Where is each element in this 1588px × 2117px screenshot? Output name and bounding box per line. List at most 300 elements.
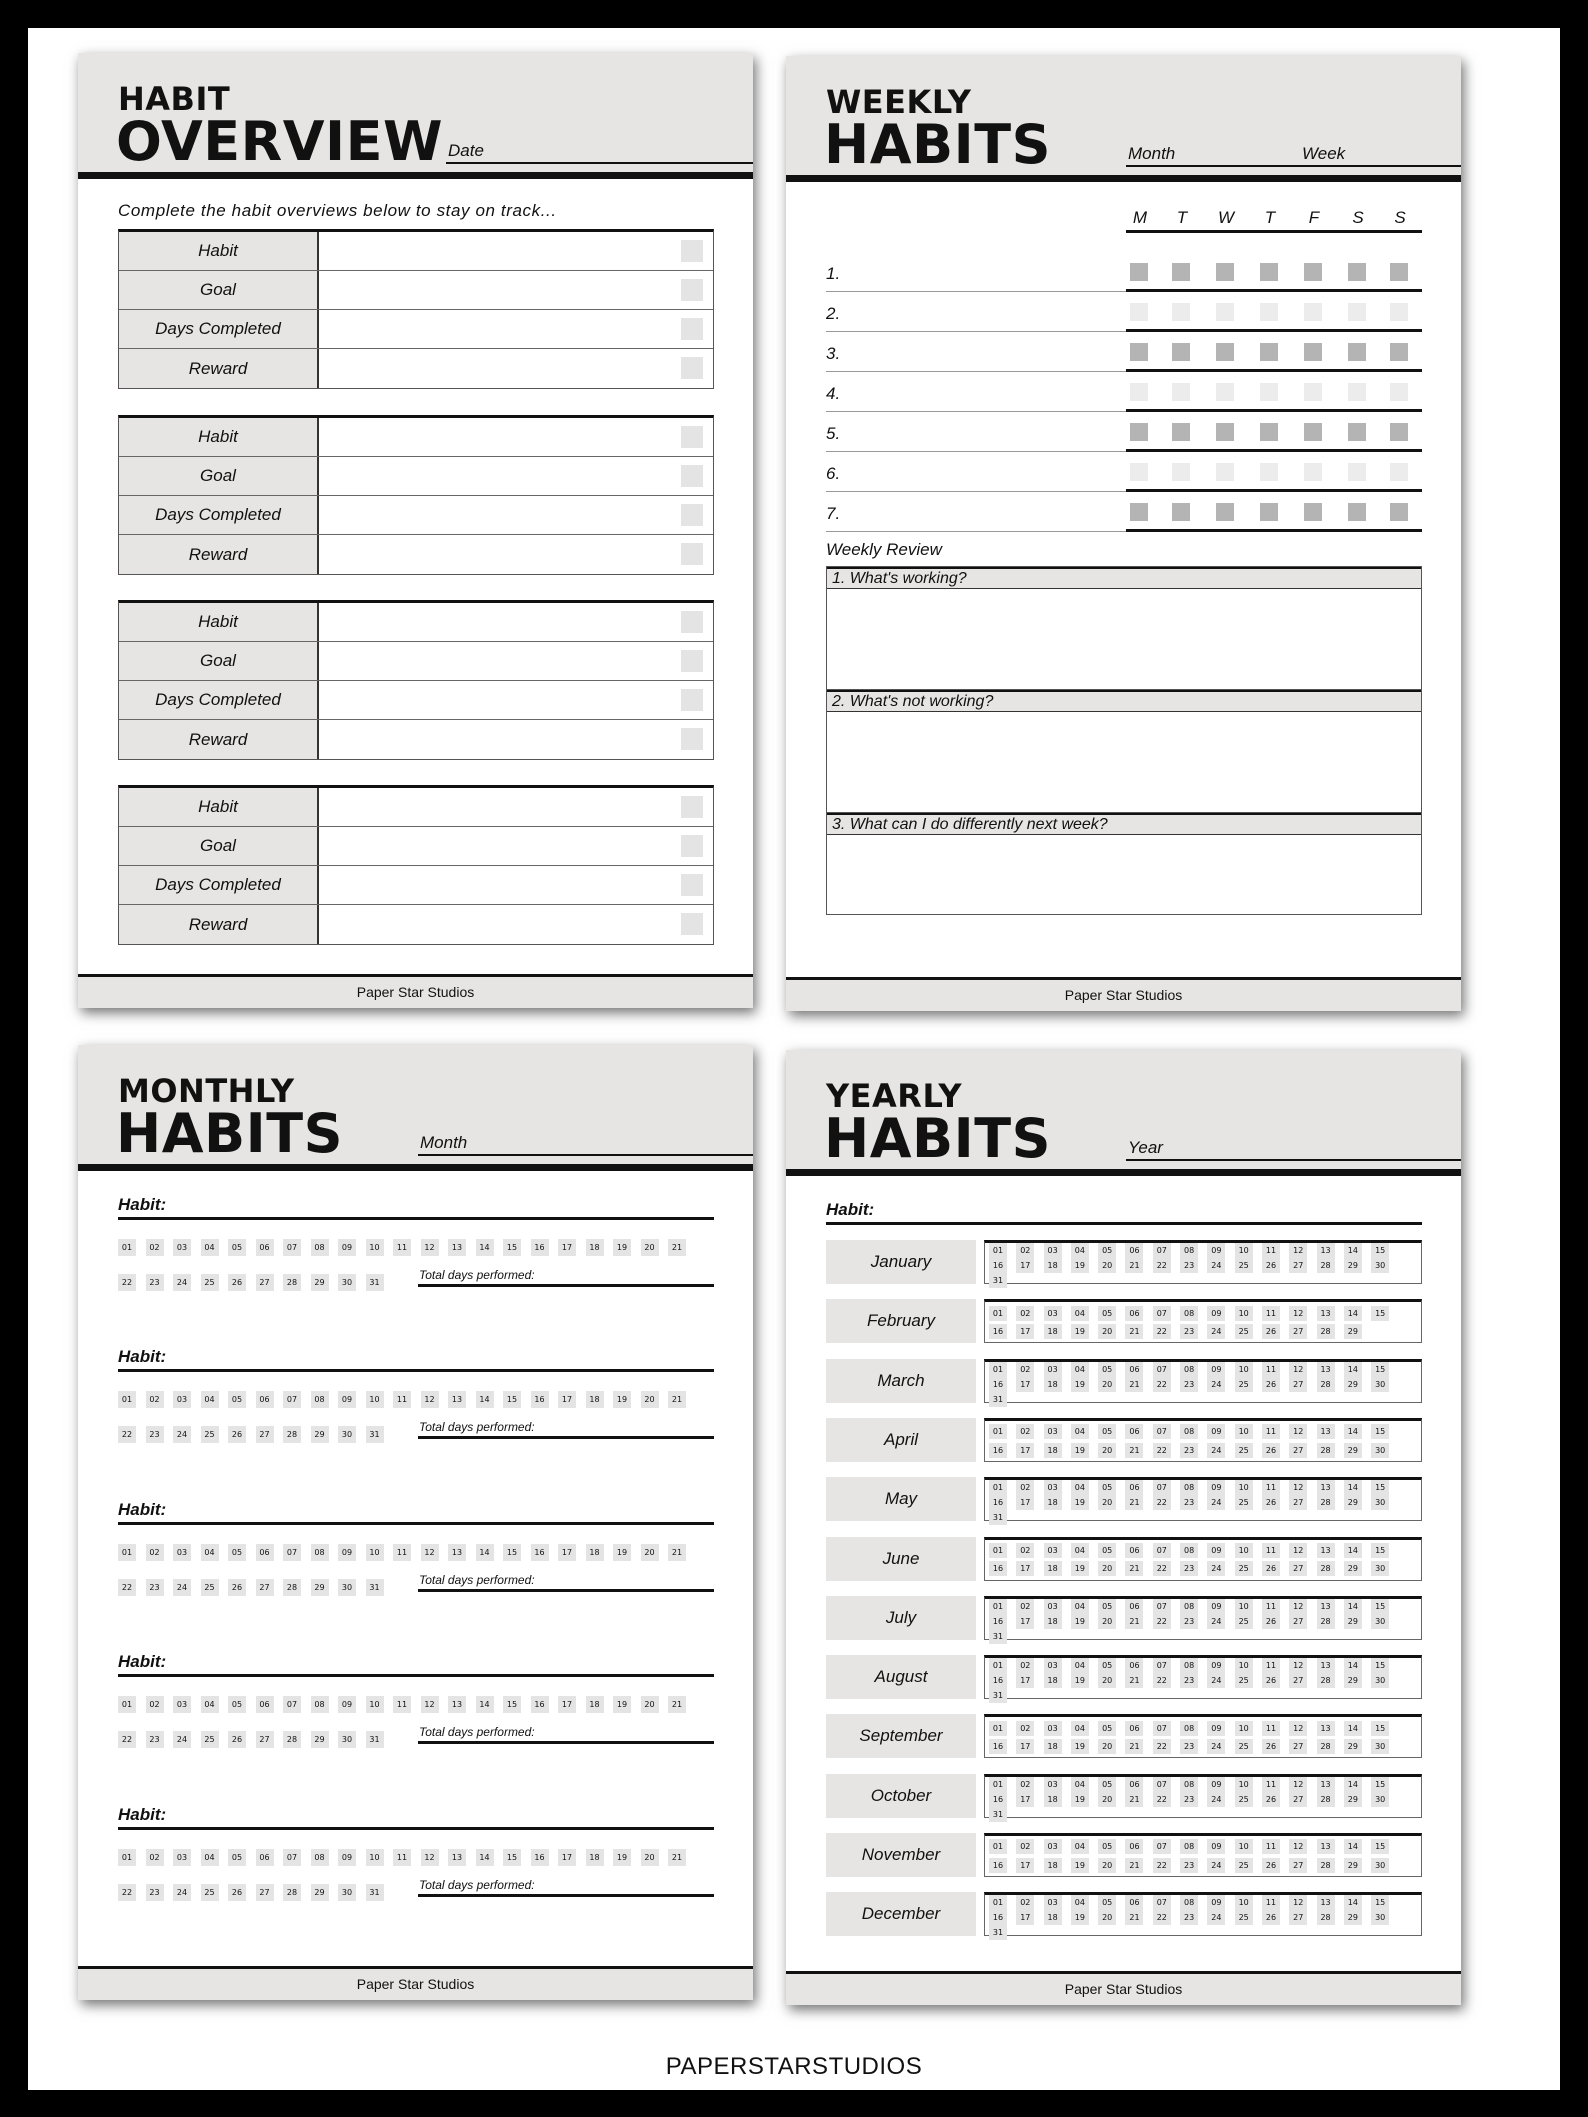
day-checkbox[interactable] (1216, 343, 1234, 361)
day-box[interactable]: 12 (1289, 1721, 1307, 1736)
day-checkbox[interactable] (1348, 343, 1366, 361)
day-checkbox[interactable] (1260, 303, 1278, 321)
day-checkbox[interactable] (1130, 383, 1148, 401)
day-box[interactable]: 15 (1371, 1599, 1389, 1614)
day-box[interactable]: 09 (1207, 1480, 1225, 1495)
day-box[interactable]: 09 (338, 1391, 356, 1408)
day-box[interactable]: 16 (531, 1391, 549, 1408)
day-checkbox[interactable] (1390, 463, 1408, 481)
day-box[interactable]: 13 (1317, 1243, 1335, 1258)
day-box[interactable]: 25 (201, 1426, 219, 1443)
day-box[interactable]: 07 (1153, 1777, 1171, 1792)
overview-row-input[interactable] (319, 535, 713, 574)
day-box[interactable]: 13 (448, 1696, 466, 1713)
day-box[interactable]: 08 (1180, 1777, 1198, 1792)
day-box[interactable]: 02 (1016, 1895, 1034, 1910)
day-box[interactable]: 02 (1016, 1839, 1034, 1854)
day-box[interactable]: 31 (989, 1510, 1007, 1525)
day-box[interactable]: 23 (1180, 1561, 1198, 1576)
habit-line[interactable] (118, 1827, 714, 1830)
day-box[interactable]: 27 (256, 1731, 274, 1748)
day-box[interactable]: 02 (1016, 1721, 1034, 1736)
day-checkbox[interactable] (1304, 503, 1322, 521)
day-box[interactable]: 17 (1016, 1561, 1034, 1576)
day-box[interactable]: 20 (1098, 1792, 1116, 1807)
day-box[interactable]: 11 (1262, 1599, 1280, 1614)
day-box[interactable]: 14 (476, 1239, 494, 1256)
day-box[interactable]: 31 (366, 1884, 384, 1901)
day-box[interactable]: 12 (1289, 1480, 1307, 1495)
day-box[interactable]: 30 (1371, 1792, 1389, 1807)
day-box[interactable]: 18 (586, 1696, 604, 1713)
day-box[interactable]: 29 (1344, 1495, 1362, 1510)
day-box[interactable]: 16 (989, 1858, 1007, 1873)
day-box[interactable]: 06 (256, 1544, 274, 1561)
day-box[interactable]: 23 (146, 1426, 164, 1443)
day-box[interactable]: 10 (1235, 1424, 1253, 1439)
day-box[interactable]: 03 (1044, 1543, 1062, 1558)
day-box[interactable]: 29 (1344, 1673, 1362, 1688)
day-box[interactable]: 18 (1044, 1792, 1062, 1807)
day-box[interactable]: 26 (1262, 1910, 1280, 1925)
day-box[interactable]: 09 (1207, 1243, 1225, 1258)
day-box[interactable]: 18 (1044, 1258, 1062, 1273)
day-box[interactable]: 01 (989, 1543, 1007, 1558)
day-box[interactable]: 17 (1016, 1443, 1034, 1458)
day-box[interactable]: 16 (989, 1910, 1007, 1925)
day-box[interactable]: 27 (1289, 1858, 1307, 1873)
day-box[interactable]: 17 (558, 1849, 576, 1866)
day-box[interactable]: 31 (366, 1274, 384, 1291)
day-box[interactable]: 15 (1371, 1362, 1389, 1377)
day-box[interactable]: 18 (586, 1849, 604, 1866)
day-box[interactable]: 03 (1044, 1243, 1062, 1258)
day-box[interactable]: 12 (1289, 1362, 1307, 1377)
day-box[interactable]: 14 (1344, 1839, 1362, 1854)
day-box[interactable]: 26 (228, 1579, 246, 1596)
day-box[interactable]: 03 (173, 1239, 191, 1256)
day-box[interactable]: 02 (1016, 1480, 1034, 1495)
day-box[interactable]: 25 (1235, 1614, 1253, 1629)
day-box[interactable]: 27 (1289, 1792, 1307, 1807)
day-box[interactable]: 29 (1344, 1561, 1362, 1576)
day-box[interactable]: 13 (1317, 1480, 1335, 1495)
day-box[interactable]: 11 (393, 1544, 411, 1561)
day-box[interactable]: 27 (256, 1426, 274, 1443)
day-box[interactable]: 11 (1262, 1243, 1280, 1258)
overview-checkbox[interactable] (681, 357, 703, 379)
day-box[interactable]: 23 (1180, 1614, 1198, 1629)
day-box[interactable]: 30 (338, 1426, 356, 1443)
day-box[interactable]: 23 (1180, 1495, 1198, 1510)
day-box[interactable]: 12 (1289, 1777, 1307, 1792)
day-box[interactable]: 20 (1098, 1673, 1116, 1688)
day-box[interactable]: 27 (1289, 1561, 1307, 1576)
day-box[interactable]: 19 (613, 1239, 631, 1256)
day-box[interactable]: 13 (1317, 1839, 1335, 1854)
overview-checkbox[interactable] (681, 543, 703, 565)
day-box[interactable]: 19 (613, 1544, 631, 1561)
day-box[interactable]: 05 (1098, 1306, 1116, 1321)
day-box[interactable]: 13 (1317, 1543, 1335, 1558)
habit-line[interactable] (118, 1369, 714, 1372)
day-box[interactable]: 08 (1180, 1480, 1198, 1495)
day-box[interactable]: 04 (1071, 1895, 1089, 1910)
day-box[interactable]: 05 (1098, 1721, 1116, 1736)
day-box[interactable]: 31 (989, 1925, 1007, 1940)
day-box[interactable]: 19 (1071, 1614, 1089, 1629)
day-box[interactable]: 26 (1262, 1495, 1280, 1510)
day-box[interactable]: 24 (1207, 1673, 1225, 1688)
day-box[interactable]: 22 (1153, 1561, 1171, 1576)
day-box[interactable]: 13 (448, 1239, 466, 1256)
day-box[interactable]: 17 (1016, 1739, 1034, 1754)
day-box[interactable]: 15 (1371, 1543, 1389, 1558)
day-box[interactable]: 09 (1207, 1895, 1225, 1910)
day-box[interactable]: 24 (1207, 1739, 1225, 1754)
day-box[interactable]: 21 (1125, 1324, 1143, 1339)
day-box[interactable]: 01 (989, 1243, 1007, 1258)
day-box[interactable]: 01 (989, 1839, 1007, 1854)
day-box[interactable]: 01 (118, 1391, 136, 1408)
day-checkbox[interactable] (1390, 343, 1408, 361)
day-box[interactable]: 19 (1071, 1792, 1089, 1807)
day-box[interactable]: 19 (1071, 1858, 1089, 1873)
day-box[interactable]: 15 (503, 1544, 521, 1561)
overview-row-input[interactable] (319, 720, 713, 759)
day-box[interactable]: 01 (989, 1777, 1007, 1792)
day-box[interactable]: 12 (421, 1544, 439, 1561)
day-box[interactable]: 10 (1235, 1721, 1253, 1736)
day-box[interactable]: 03 (1044, 1839, 1062, 1854)
habit-name-line[interactable] (826, 531, 1126, 532)
day-box[interactable]: 21 (1125, 1561, 1143, 1576)
day-box[interactable]: 22 (1153, 1858, 1171, 1873)
day-box[interactable]: 15 (1371, 1721, 1389, 1736)
day-box[interactable]: 30 (1371, 1495, 1389, 1510)
day-box[interactable]: 11 (1262, 1362, 1280, 1377)
day-box[interactable]: 02 (1016, 1362, 1034, 1377)
overview-row-input[interactable] (319, 642, 713, 680)
day-box[interactable]: 19 (1071, 1443, 1089, 1458)
day-box[interactable]: 09 (1207, 1658, 1225, 1673)
day-box[interactable]: 14 (476, 1696, 494, 1713)
day-box[interactable]: 13 (448, 1544, 466, 1561)
day-box[interactable]: 11 (1262, 1777, 1280, 1792)
day-box[interactable]: 12 (1289, 1543, 1307, 1558)
day-box[interactable]: 02 (1016, 1243, 1034, 1258)
day-box[interactable]: 16 (989, 1739, 1007, 1754)
day-box[interactable]: 18 (586, 1391, 604, 1408)
day-checkbox[interactable] (1130, 263, 1148, 281)
day-box[interactable]: 10 (1235, 1599, 1253, 1614)
day-box[interactable]: 12 (421, 1391, 439, 1408)
day-box[interactable]: 20 (1098, 1561, 1116, 1576)
day-box[interactable]: 01 (989, 1599, 1007, 1614)
day-box[interactable]: 30 (338, 1579, 356, 1596)
day-box[interactable]: 25 (1235, 1324, 1253, 1339)
day-box[interactable]: 28 (1317, 1377, 1335, 1392)
day-box[interactable]: 16 (989, 1673, 1007, 1688)
day-box[interactable]: 20 (1098, 1258, 1116, 1273)
day-box[interactable]: 18 (1044, 1443, 1062, 1458)
day-checkbox[interactable] (1130, 463, 1148, 481)
overview-row-input[interactable] (319, 788, 713, 826)
day-box[interactable]: 04 (201, 1391, 219, 1408)
overview-checkbox[interactable] (681, 650, 703, 672)
day-box[interactable]: 29 (311, 1274, 329, 1291)
day-box[interactable]: 03 (1044, 1658, 1062, 1673)
day-box[interactable]: 01 (989, 1721, 1007, 1736)
day-checkbox[interactable] (1348, 503, 1366, 521)
overview-checkbox[interactable] (681, 318, 703, 340)
day-box[interactable]: 23 (1180, 1443, 1198, 1458)
day-box[interactable]: 15 (503, 1391, 521, 1408)
date-field[interactable] (446, 134, 753, 164)
day-box[interactable]: 28 (283, 1731, 301, 1748)
day-checkbox[interactable] (1260, 463, 1278, 481)
day-box[interactable]: 19 (1071, 1739, 1089, 1754)
day-box[interactable]: 11 (1262, 1895, 1280, 1910)
day-box[interactable]: 11 (1262, 1658, 1280, 1673)
day-box[interactable]: 24 (1207, 1792, 1225, 1807)
day-box[interactable]: 28 (1317, 1258, 1335, 1273)
overview-checkbox[interactable] (681, 504, 703, 526)
day-box[interactable]: 21 (1125, 1258, 1143, 1273)
day-box[interactable]: 07 (1153, 1839, 1171, 1854)
day-box[interactable]: 06 (256, 1239, 274, 1256)
day-box[interactable]: 13 (448, 1391, 466, 1408)
day-box[interactable]: 17 (558, 1391, 576, 1408)
overview-checkbox[interactable] (681, 611, 703, 633)
day-box[interactable]: 25 (1235, 1561, 1253, 1576)
day-box[interactable]: 13 (448, 1849, 466, 1866)
day-box[interactable]: 08 (311, 1849, 329, 1866)
day-box[interactable]: 12 (421, 1239, 439, 1256)
day-box[interactable]: 03 (1044, 1480, 1062, 1495)
day-box[interactable]: 20 (641, 1391, 659, 1408)
day-box[interactable]: 23 (146, 1274, 164, 1291)
day-box[interactable]: 05 (1098, 1777, 1116, 1792)
day-box[interactable]: 01 (989, 1480, 1007, 1495)
day-box[interactable]: 12 (421, 1849, 439, 1866)
overview-checkbox[interactable] (681, 796, 703, 818)
day-box[interactable]: 10 (366, 1239, 384, 1256)
review-answer-area[interactable] (827, 835, 1421, 914)
day-box[interactable]: 16 (989, 1614, 1007, 1629)
day-box[interactable]: 24 (173, 1884, 191, 1901)
day-box[interactable]: 14 (476, 1544, 494, 1561)
day-box[interactable]: 13 (1317, 1658, 1335, 1673)
day-box[interactable]: 27 (256, 1579, 274, 1596)
day-box[interactable]: 24 (1207, 1443, 1225, 1458)
day-box[interactable]: 13 (1317, 1424, 1335, 1439)
day-box[interactable]: 27 (1289, 1614, 1307, 1629)
day-box[interactable]: 19 (613, 1849, 631, 1866)
overview-row-input[interactable] (319, 866, 713, 904)
day-box[interactable]: 28 (1317, 1792, 1335, 1807)
day-box[interactable]: 27 (1289, 1443, 1307, 1458)
day-box[interactable]: 03 (1044, 1362, 1062, 1377)
day-box[interactable]: 24 (1207, 1910, 1225, 1925)
day-box[interactable]: 14 (476, 1849, 494, 1866)
day-box[interactable]: 02 (1016, 1424, 1034, 1439)
day-box[interactable]: 23 (1180, 1258, 1198, 1273)
day-box[interactable]: 21 (1125, 1614, 1143, 1629)
day-box[interactable]: 19 (1071, 1258, 1089, 1273)
day-checkbox[interactable] (1172, 503, 1190, 521)
habit-line[interactable] (118, 1217, 714, 1220)
day-box[interactable]: 23 (1180, 1324, 1198, 1339)
day-box[interactable]: 03 (1044, 1424, 1062, 1439)
day-checkbox[interactable] (1130, 303, 1148, 321)
day-box[interactable]: 11 (1262, 1543, 1280, 1558)
day-box[interactable]: 17 (1016, 1910, 1034, 1925)
day-box[interactable]: 05 (1098, 1424, 1116, 1439)
day-box[interactable]: 09 (1207, 1424, 1225, 1439)
day-box[interactable]: 14 (1344, 1658, 1362, 1673)
day-box[interactable]: 01 (989, 1362, 1007, 1377)
day-box[interactable]: 29 (311, 1579, 329, 1596)
day-box[interactable]: 31 (366, 1426, 384, 1443)
day-box[interactable]: 03 (1044, 1895, 1062, 1910)
day-box[interactable]: 31 (989, 1273, 1007, 1288)
day-box[interactable]: 17 (1016, 1258, 1034, 1273)
day-box[interactable]: 27 (1289, 1377, 1307, 1392)
day-checkbox[interactable] (1216, 383, 1234, 401)
day-box[interactable]: 21 (668, 1696, 686, 1713)
day-box[interactable]: 06 (1125, 1480, 1143, 1495)
day-box[interactable]: 06 (256, 1849, 274, 1866)
day-box[interactable]: 05 (1098, 1895, 1116, 1910)
day-box[interactable]: 29 (1344, 1792, 1362, 1807)
day-box[interactable]: 04 (201, 1849, 219, 1866)
day-box[interactable]: 25 (1235, 1443, 1253, 1458)
day-box[interactable]: 25 (201, 1884, 219, 1901)
day-box[interactable]: 15 (1371, 1243, 1389, 1258)
day-box[interactable]: 11 (1262, 1721, 1280, 1736)
overview-checkbox[interactable] (681, 835, 703, 857)
day-box[interactable]: 22 (118, 1884, 136, 1901)
day-box[interactable]: 01 (118, 1239, 136, 1256)
day-box[interactable]: 20 (1098, 1739, 1116, 1754)
day-box[interactable]: 30 (1371, 1614, 1389, 1629)
day-box[interactable]: 04 (1071, 1424, 1089, 1439)
day-box[interactable]: 22 (1153, 1792, 1171, 1807)
day-box[interactable]: 05 (1098, 1599, 1116, 1614)
day-box[interactable]: 07 (1153, 1658, 1171, 1673)
day-box[interactable]: 06 (1125, 1721, 1143, 1736)
day-checkbox[interactable] (1172, 383, 1190, 401)
day-checkbox[interactable] (1260, 383, 1278, 401)
day-box[interactable]: 10 (366, 1391, 384, 1408)
day-box[interactable]: 25 (201, 1274, 219, 1291)
day-box[interactable]: 24 (1207, 1495, 1225, 1510)
day-box[interactable]: 22 (1153, 1739, 1171, 1754)
day-box[interactable]: 24 (173, 1579, 191, 1596)
day-box[interactable]: 21 (1125, 1443, 1143, 1458)
day-box[interactable]: 30 (1371, 1910, 1389, 1925)
day-box[interactable]: 25 (1235, 1910, 1253, 1925)
day-box[interactable]: 04 (1071, 1480, 1089, 1495)
day-box[interactable]: 19 (1071, 1377, 1089, 1392)
day-box[interactable]: 11 (393, 1391, 411, 1408)
day-box[interactable]: 06 (1125, 1362, 1143, 1377)
day-box[interactable]: 07 (1153, 1243, 1171, 1258)
day-checkbox[interactable] (1216, 263, 1234, 281)
day-box[interactable]: 05 (1098, 1362, 1116, 1377)
day-box[interactable]: 01 (989, 1658, 1007, 1673)
day-box[interactable]: 22 (1153, 1443, 1171, 1458)
day-box[interactable]: 24 (1207, 1324, 1225, 1339)
overview-row-input[interactable] (319, 496, 713, 534)
day-box[interactable]: 28 (1317, 1614, 1335, 1629)
day-box[interactable]: 10 (1235, 1306, 1253, 1321)
day-box[interactable]: 06 (256, 1391, 274, 1408)
day-box[interactable]: 05 (228, 1544, 246, 1561)
day-box[interactable]: 30 (338, 1731, 356, 1748)
day-box[interactable]: 25 (201, 1731, 219, 1748)
day-box[interactable]: 07 (1153, 1306, 1171, 1321)
day-checkbox[interactable] (1216, 423, 1234, 441)
day-checkbox[interactable] (1304, 303, 1322, 321)
day-box[interactable]: 13 (1317, 1895, 1335, 1910)
day-box[interactable]: 03 (1044, 1306, 1062, 1321)
day-box[interactable]: 27 (1289, 1258, 1307, 1273)
day-box[interactable]: 07 (283, 1849, 301, 1866)
day-box[interactable]: 23 (1180, 1910, 1198, 1925)
day-box[interactable]: 19 (613, 1696, 631, 1713)
day-box[interactable]: 03 (1044, 1777, 1062, 1792)
day-box[interactable]: 02 (1016, 1543, 1034, 1558)
day-box[interactable]: 28 (1317, 1858, 1335, 1873)
day-box[interactable]: 11 (393, 1239, 411, 1256)
day-box[interactable]: 10 (1235, 1658, 1253, 1673)
day-box[interactable]: 26 (228, 1884, 246, 1901)
day-box[interactable]: 15 (1371, 1424, 1389, 1439)
day-checkbox[interactable] (1304, 343, 1322, 361)
overview-row-input[interactable] (319, 603, 713, 641)
day-box[interactable]: 13 (1317, 1777, 1335, 1792)
day-box[interactable]: 12 (421, 1696, 439, 1713)
day-box[interactable]: 24 (1207, 1561, 1225, 1576)
day-box[interactable]: 30 (338, 1884, 356, 1901)
day-box[interactable]: 06 (1125, 1243, 1143, 1258)
overview-checkbox[interactable] (681, 426, 703, 448)
day-box[interactable]: 19 (1071, 1324, 1089, 1339)
day-checkbox[interactable] (1390, 303, 1408, 321)
day-box[interactable]: 09 (1207, 1362, 1225, 1377)
day-box[interactable]: 14 (476, 1391, 494, 1408)
day-box[interactable]: 18 (1044, 1858, 1062, 1873)
day-box[interactable]: 05 (228, 1849, 246, 1866)
day-checkbox[interactable] (1348, 383, 1366, 401)
overview-checkbox[interactable] (681, 874, 703, 896)
month-week-field[interactable] (1126, 137, 1461, 167)
day-box[interactable]: 02 (146, 1544, 164, 1561)
day-checkbox[interactable] (1172, 463, 1190, 481)
day-box[interactable]: 10 (366, 1849, 384, 1866)
day-box[interactable]: 31 (366, 1579, 384, 1596)
day-box[interactable]: 10 (366, 1696, 384, 1713)
day-box[interactable]: 12 (1289, 1599, 1307, 1614)
day-checkbox[interactable] (1348, 263, 1366, 281)
day-box[interactable]: 30 (1371, 1739, 1389, 1754)
day-box[interactable]: 06 (1125, 1658, 1143, 1673)
day-box[interactable]: 05 (228, 1391, 246, 1408)
day-box[interactable]: 15 (1371, 1480, 1389, 1495)
day-box[interactable]: 08 (1180, 1839, 1198, 1854)
